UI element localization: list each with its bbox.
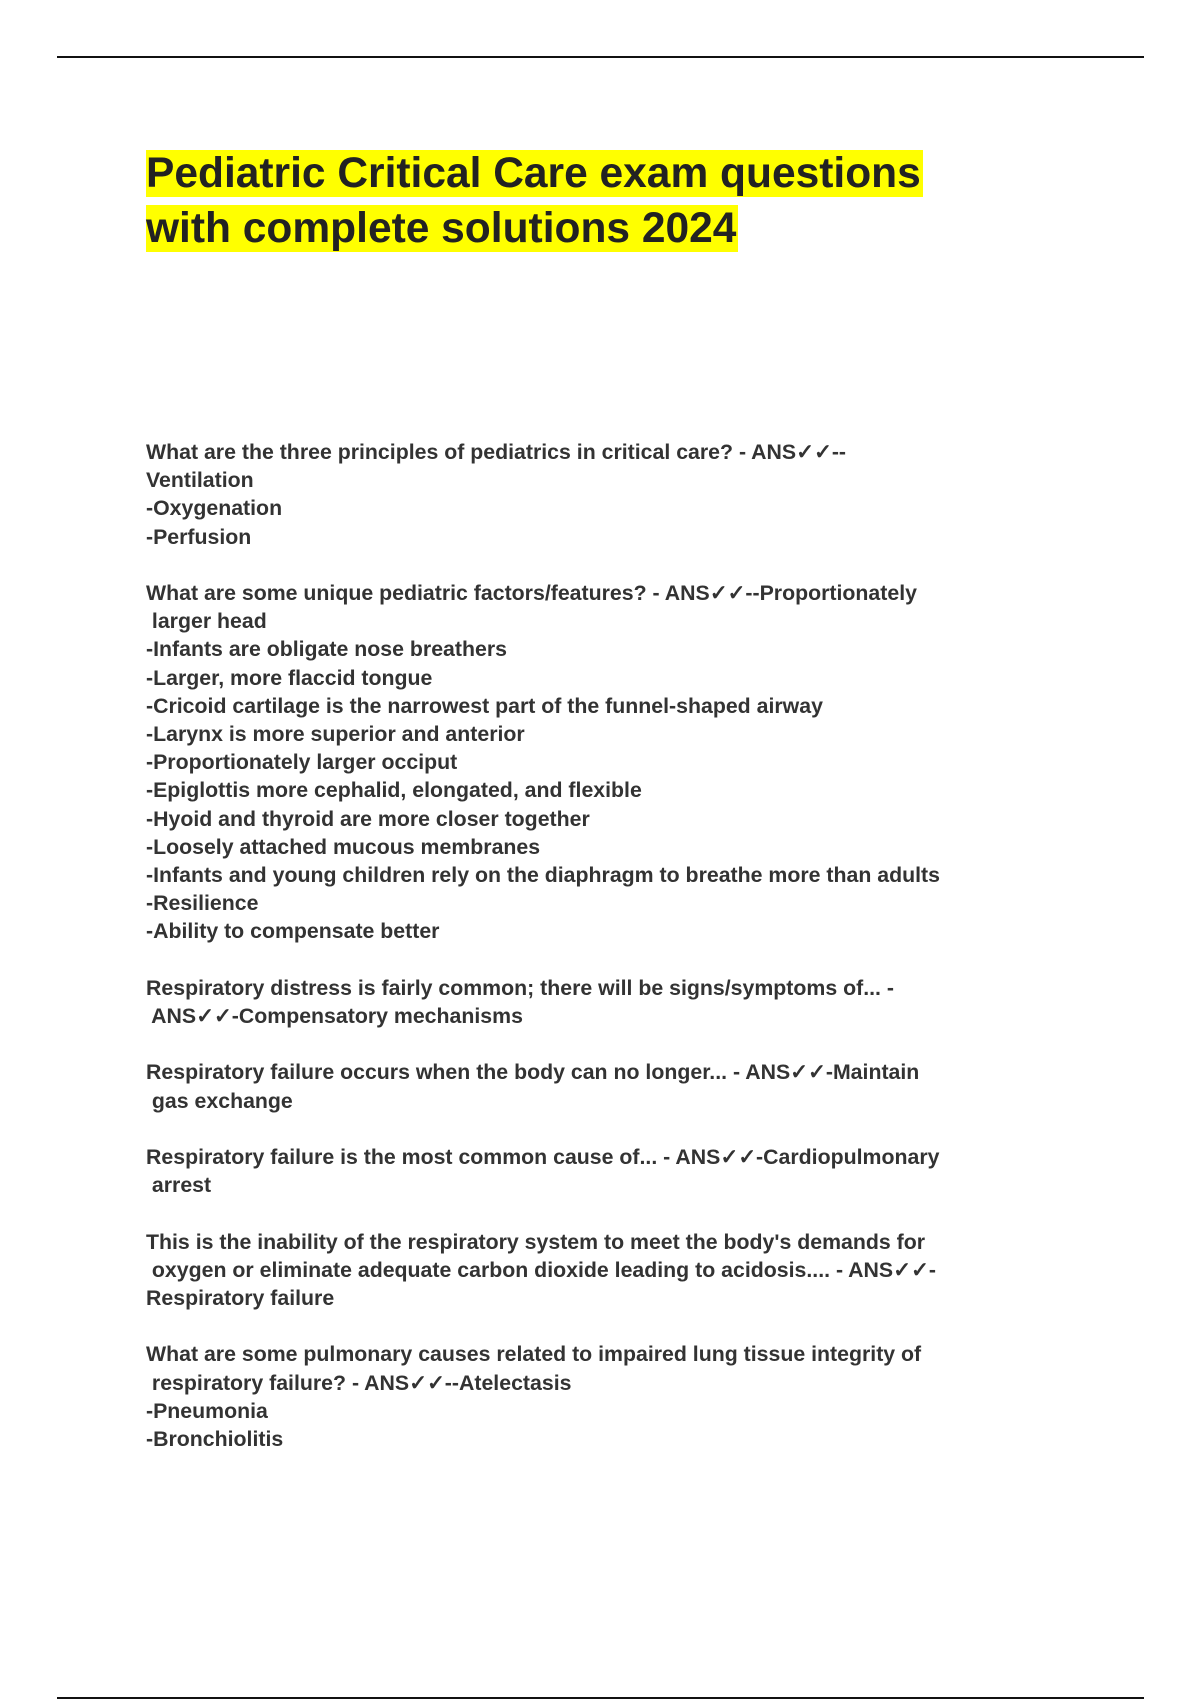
question-line: Respiratory distress is fairly common; there will be signs/symptoms of... - bbox=[146, 975, 894, 1000]
qa-item bbox=[146, 438, 1146, 551]
question-line: This is the inability of the respiratory system to meet the body's demands for bbox=[146, 1229, 926, 1254]
answer-line: larger head bbox=[146, 609, 267, 634]
answer-line: respiratory failure? - ANS✓✓--Atelectasis bbox=[146, 1370, 572, 1395]
answer-line: -Perfusion bbox=[146, 524, 252, 549]
answer-line: -Ability to compensate better bbox=[146, 919, 440, 944]
answer-line: -Hyoid and thyroid are more closer together bbox=[146, 806, 590, 831]
qa-list bbox=[146, 438, 1146, 1481]
qa-item bbox=[146, 1143, 1146, 1199]
title-line-2: with complete solutions 2024 bbox=[146, 205, 737, 252]
title-line-1: Pediatric Critical Care exam questions bbox=[146, 150, 921, 197]
qa-item bbox=[146, 974, 1146, 1030]
question-line: Respiratory failure occurs when the body can no longer... - ANS✓✓-Maintain bbox=[146, 1060, 920, 1085]
answer-line: -Larger, more flaccid tongue bbox=[146, 665, 433, 690]
qa-item bbox=[146, 1340, 1146, 1453]
question-line: What are the three principles of pediatrics in critical care? - ANS✓✓-- bbox=[146, 440, 846, 464]
answer-line: -Epiglottis more cephalid, elongated, and flexible bbox=[146, 778, 642, 803]
answer-line: -Infants and young children rely on the diaphragm to breathe more than adults bbox=[146, 863, 940, 888]
answer-line: -Resilience bbox=[146, 891, 259, 916]
question-line: Respiratory failure is the most common cause of... - ANS✓✓-Cardiopulmonary bbox=[146, 1145, 940, 1170]
qa-item bbox=[146, 1228, 1146, 1313]
answer-line: -Larynx is more superior and anterior bbox=[146, 722, 525, 747]
answer-line: -Proportionately larger occiput bbox=[146, 750, 458, 775]
question-line: What are some unique pediatric factors/features? - ANS✓✓--Proportionately bbox=[146, 581, 917, 605]
answer-line: Ventilation bbox=[146, 468, 254, 493]
answer-line: -Bronchiolitis bbox=[146, 1427, 284, 1452]
header-rule bbox=[57, 56, 1144, 58]
answer-line: arrest bbox=[146, 1173, 212, 1198]
answer-line: ANS✓✓-Compensatory mechanisms bbox=[146, 1004, 523, 1029]
qa-item bbox=[146, 579, 1146, 946]
answer-line: -Loosely attached mucous membranes bbox=[146, 834, 541, 859]
answer-line: -Pneumonia bbox=[146, 1398, 268, 1423]
answer-line: -Oxygenation bbox=[146, 496, 283, 521]
answer-line: Respiratory failure bbox=[146, 1286, 335, 1311]
footer-rule bbox=[57, 1697, 1144, 1699]
answer-line: gas exchange bbox=[146, 1088, 293, 1113]
answer-line: oxygen or eliminate adequate carbon dioxide leading to acidosis.... - ANS✓✓- bbox=[146, 1257, 936, 1282]
qa-item bbox=[146, 1058, 1146, 1114]
answer-line: -Infants are obligate nose breathers bbox=[146, 637, 507, 662]
question-line: What are some pulmonary causes related to impaired lung tissue integrity of bbox=[146, 1342, 922, 1367]
document-title bbox=[146, 146, 923, 256]
answer-line: -Cricoid cartilage is the narrowest part of the funnel-shaped airway bbox=[146, 693, 823, 718]
